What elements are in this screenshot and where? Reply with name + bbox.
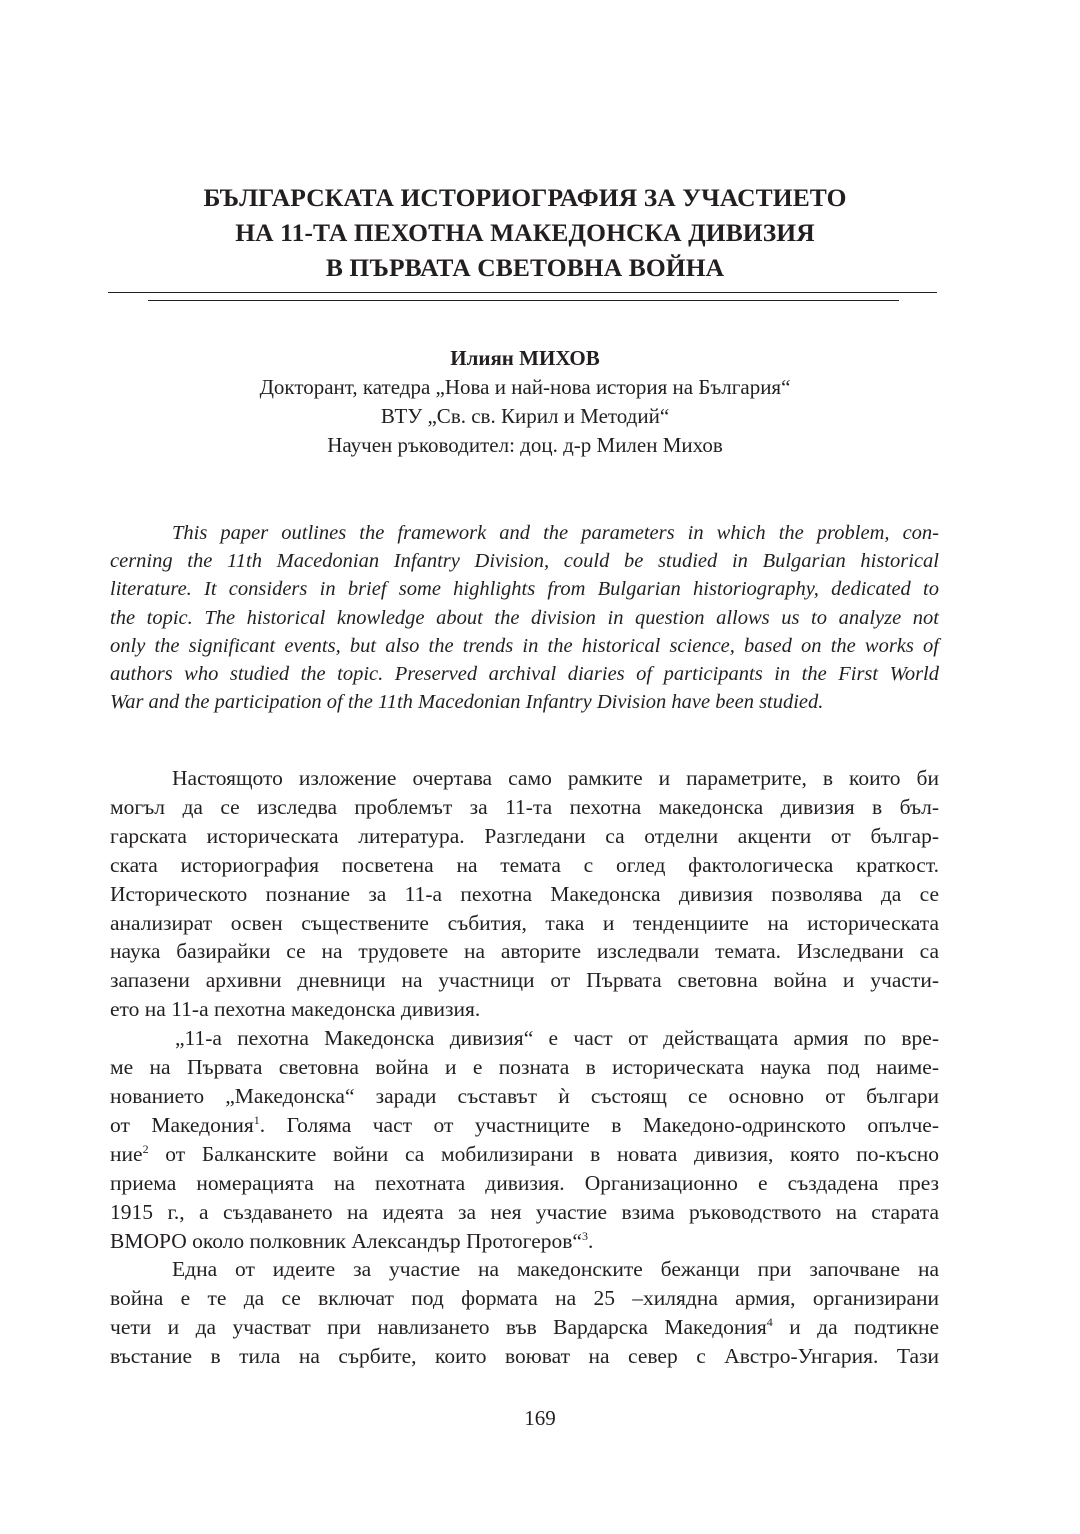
paragraph-line: ската историография посветена на темата с оглед фактологическа краткост. [110,852,939,877]
footnote-ref[interactable]: 3 [581,1228,588,1243]
author-university: ВТУ „Св. св. Кирил и Методий“ [380,404,670,428]
abstract-line: literature. It considers in brief some highlights from Bulgarian historiography, dedicated to [110,578,939,601]
paragraph-line: ето на 11-а пехотна македонска дивизия. [110,997,481,1022]
title-line: БЪЛГАРСКАТА ИСТОРИОГРАФИЯ ЗА УЧАСТИЕТО [203,183,847,212]
paragraph-line: 1915 г., а създаването на идеята за нея участие взима ръководството на старата [110,1199,939,1224]
author-position: Докторант, катедра „Нова и най-нова история на България“ [259,375,791,399]
paragraph-line: наука базирайки се на трудовете на авторите изследвали темата. Изследвани са [110,939,939,964]
text-segment: . Голяма част от участниците в Македоно-одринското опълче- [259,1112,939,1137]
author-supervisor: Научен ръководител: доц. д-р Милен Михов [327,433,723,457]
paragraph-line: Настоящото изложение очертава само рамките и параметрите, в които би [172,766,939,790]
abstract-line: War and the participation of the 11th Macedonian Infantry Division have been studied. [110,691,824,714]
author-block [110,344,940,460]
paragraph-line [110,1313,939,1342]
abstract-line: cerning the 11th Macedonian Infantry Division, could be studied in Bulgarian historical [110,550,939,573]
article-title [110,180,940,285]
title-rule-short [148,300,899,301]
paragraph-line: ме на Първата световна война и е позната в историческата наука под наиме- [110,1055,939,1080]
paragraph-line: могъл да се изследва проблемът за 11-та пехотна македонска дивизия в бъл- [110,794,939,819]
text-segment: ние [110,1141,143,1166]
paragraph-line [110,1140,939,1169]
paragraph-line: въстание в тила на сърбите, които воюват на север с Австро-Унгария. Тази [110,1344,939,1369]
abstract-line: This paper outlines the framework and the parameters in which the problem, con- [172,522,939,544]
footnote-ref[interactable]: 2 [142,1141,149,1156]
paragraph-line: Една от идеите за участие на македонските бежанци при започване на [172,1257,939,1282]
paragraph-line: война е те да се включат под формата на 25 –хилядна армия, организирани [110,1286,939,1311]
paragraph-line [110,1227,939,1256]
paragraph-line [110,1111,939,1140]
paragraph-line: запазени архивни дневници на участници от Първата световна война и участи- [110,968,939,993]
page-number: 169 [524,1406,556,1430]
paragraph-line: гарската историческата литература. Разгледани са отделни акценти от българ- [110,823,939,848]
text-segment: от Балканските войни са мобилизирани в новата дивизия, която по-късно [148,1141,939,1166]
body-text [110,764,939,1371]
text-segment: . [587,1228,594,1253]
text-segment: и да подтикне [772,1315,939,1340]
paragraph-line: приема номерацията на пехотната дивизия. Организационно е създадена през [110,1170,939,1195]
abstract-line: the topic. The historical knowledge about the division in question allows us to analyze not [110,606,939,629]
title-line: НА 11-ТА ПЕХОТНА МАКЕДОНСКА ДИВИЗИЯ [235,218,815,247]
author-name: Илиян МИХОВ [450,346,600,370]
text-segment: ВМОРО около полковник Александър Протогеров“ [110,1228,582,1253]
text-segment: чети и да участват при навлизането във Вардарска Македония [110,1315,767,1340]
paragraph-line: Историческото познание за 11-а пехотна Македонска дивизия позволява да се [110,881,939,906]
title-line: В ПЪРВАТА СВЕТОВНА ВОЙНА [325,253,725,282]
title-rule-long [108,292,937,293]
paragraph-line: „11-а пехотна Македонска дивизия“ е част от действащата армия по вре- [175,1026,939,1051]
paragraph-line: анализират освен съществените събития, така и тенденциите на историческата [110,910,939,935]
paragraph-line: нованието „Македонска“ заради съставът ѝ състоящ се основно от българи [110,1083,939,1108]
abstract-line: authors who studied the topic. Preserved archival diaries of participants in the First World [110,663,939,686]
abstract-line: only the significant events, but also the trends in the historical science, based on the works of [110,634,939,657]
footnote-ref[interactable]: 4 [766,1315,773,1330]
footnote-ref[interactable]: 1 [253,1112,260,1127]
text-segment: от Македония [110,1112,254,1137]
abstract [110,519,939,716]
